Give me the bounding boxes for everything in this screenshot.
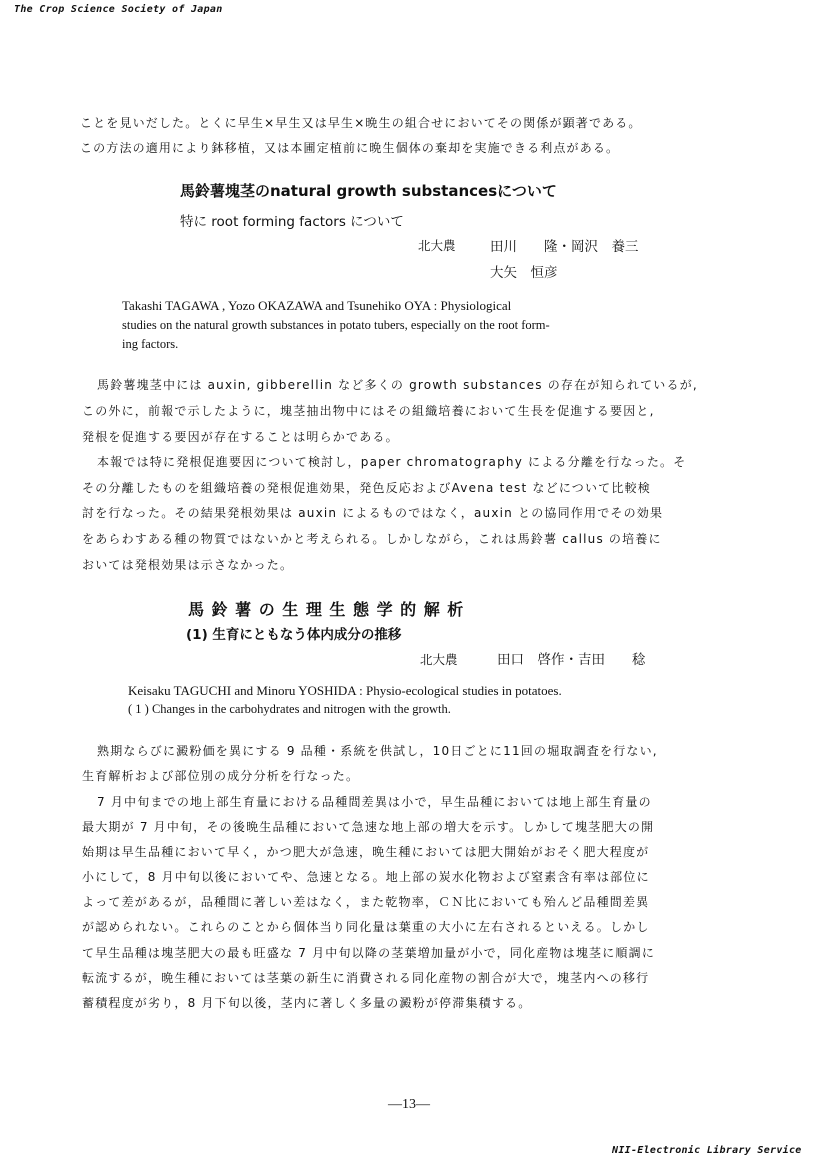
article1-body-line-3: 発根を促進する要因が存在することは明らかである。 [82,430,399,444]
intro-line-1: ことを見いだした。とくに早生×早生又は早生×晩生の組合せにおいてその関係が顕著である。 [80,116,642,130]
article2-affiliation: 北大農 [420,652,458,667]
article2-body-line-6: 小にして，8 月中旬以後においてや、急速となる。地上部の炭水化物および窒素含有率は部位に [82,870,650,884]
article1-subtitle: 特に root forming factors について [180,214,404,230]
article1-affiliation: 北大農 [418,238,456,253]
article2-english-line-1: Keisaku TAGUCHI and Minoru YOSHIDA : Physio-ecological studies in potatoes. [128,683,562,698]
article2-body-line-9: て早生品種は塊茎肥大の最も旺盛な 7 月中旬以降の茎葉増加量が小で，同化産物は塊茎に順調に [82,946,656,960]
article1-body-line-7: をあらわすある種の物質ではないかと考えられる。しかしながら，これは馬鈴薯 callus の培養に [82,532,662,546]
article2-subtitle: (1) 生育にともなう体内成分の推移 [186,627,402,643]
article1-body-line-2: この外に，前報で示したように，塊茎抽出物中にはその組織培養において生長を促進する要因と, [82,404,655,418]
article2-english-line-2: ( 1 ) Changes in the carbohydrates and nitrogen with the growth. [128,702,451,716]
article2-body-line-5: 始期は早生品種において早く，かつ肥大が急速，晩生種においては肥大開始がおそく肥大程度が [82,845,650,859]
article2-body-line-10: 転流するが，晩生種においては茎葉の新生に消費される同化産物の割合が大で，塊茎内への移行 [82,971,650,985]
journal-header: The Crop Science Society of Japan [14,4,223,15]
article2-body-line-7: よって差があるが，品種間に著しい差はなく，また乾物率，ＣＮ比においても殆んど品種間差異 [82,895,650,909]
article1-body-line-5: その分離したものを組織培養の発根促進効果，発色反応およびAvena test などについて比較検 [82,481,651,495]
article2-title: 馬 鈴 薯 の 生 理 生 態 学 的 解 析 [188,600,465,619]
article2-body-line-11: 蓄積程度が劣り，8 月下旬以後，茎内に著しく多量の澱粉が停滞集積する。 [82,996,532,1010]
article1-body-line-6: 討を行なった。その結果発根効果は auxin によるものではなく，auxin との協同作用でその効果 [82,506,664,520]
article1-body-line-4: 本報では特に発根促進要因について検討し，paper chromatography による分離を行なった。そ [97,455,687,469]
article1-english-line-2: studies on the natural growth substances in potato tubers, especially on the root form- [122,318,550,332]
article1-body-line-1: 馬鈴薯塊茎中には auxin, gibberellin など多くの growth substances の存在が知られているが, [97,378,698,392]
article2-body-line-3: 7 月中旬までの地上部生育量における品種間差異は小で，早生品種においては地上部生育量の [97,795,652,809]
article2-authors: 田口 啓作・吉田 稔 [497,652,646,668]
article1-english-line-1: Takashi TAGAWA , Yozo OKAZAWA and Tsunehiko OYA : Physiological [122,298,512,313]
article2-body-line-8: が認められない。これらのことから個体当り同化量は葉重の大小に左右されるといえる。しかし [82,920,650,934]
footer-service: NII-Electronic Library Service [612,1145,802,1156]
article1-authors-line1: 田川 隆・岡沢 養三 [490,239,639,255]
article1-title: 馬鈴薯塊茎のnatural growth substancesについて [180,182,557,200]
page-number: ―13― [388,1097,430,1112]
article2-body-line-2: 生育解析および部位別の成分分析を行なった。 [82,769,360,783]
article1-authors-line2: 大矢 恒彦 [490,265,558,281]
article2-body-line-4: 最大期が 7 月中旬，その後晩生品種において急速な地上部の増大を示す。しかして塊茎肥大の開 [82,820,655,834]
article1-english-line-3: ing factors. [122,337,179,351]
article1-body-line-8: おいては発根効果は示さなかった。 [82,558,294,572]
article2-body-line-1: 熟期ならびに澱粉価を異にする 9 品種・系統を供試し，10日ごとに11回の堀取調査を行ない, [97,744,658,758]
intro-line-2: この方法の適用により鉢移植，又は本圃定植前に晩生個体の棄却を実施できる利点がある。 [80,141,620,155]
